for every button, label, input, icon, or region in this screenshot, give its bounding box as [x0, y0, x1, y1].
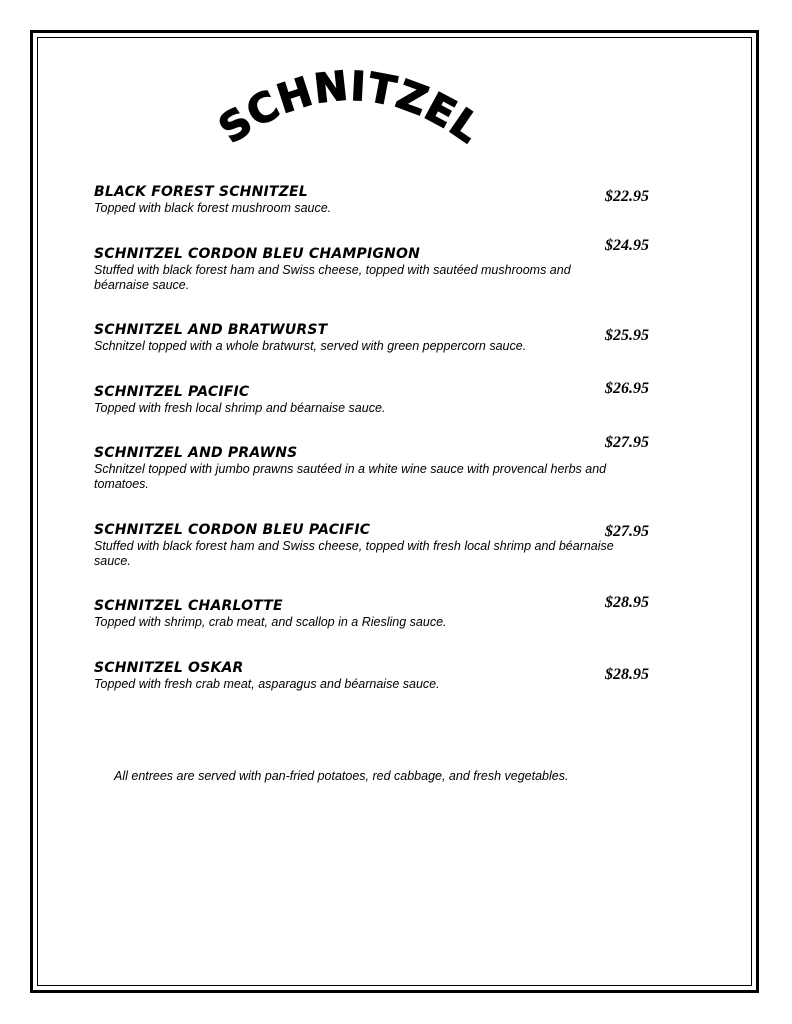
menu-item-description: Schnitzel topped with jumbo prawns sautéed in a white wine sauce with provencal herbs and tomatoes.: [94, 462, 607, 491]
menu-item: [94, 246, 614, 293]
menu-item-price: $28.95: [605, 594, 649, 611]
menu-title-arc: [0, 0, 792, 170]
menu-title: SCHNITZEL: [211, 63, 490, 153]
menu-item-price: $26.95: [605, 380, 649, 397]
menu-item-price: $27.95: [605, 434, 649, 451]
menu-item-description: Stuffed with black forest ham and Swiss cheese, topped with fresh local shrimp and béarnaise sauce.: [94, 539, 614, 568]
menu-item-name: SCHNITZEL CORDON BLEU CHAMPIGNON: [94, 246, 420, 262]
menu-item-price: $24.95: [605, 237, 649, 254]
menu-item: [94, 384, 614, 416]
menu-item: [94, 322, 614, 354]
menu-title-block: [0, 0, 792, 170]
menu-footer-note: All entrees are served with pan-fried potatoes, red cabbage, and fresh vegetables.: [114, 769, 569, 783]
menu-item-name: SCHNITZEL OSKAR: [94, 660, 244, 676]
menu-item-name: SCHNITZEL CORDON BLEU PACIFIC: [94, 522, 371, 538]
menu-item-name: SCHNITZEL AND BRATWURST: [94, 322, 328, 338]
menu-item-description: Schnitzel topped with a whole bratwurst, served with green peppercorn sauce.: [94, 339, 527, 353]
page-border-inner: [37, 37, 752, 986]
menu-item: [94, 184, 614, 216]
menu-item-description: Topped with fresh local shrimp and béarnaise sauce.: [94, 401, 386, 415]
menu-item-price: $27.95: [605, 523, 649, 540]
menu-item-price: $28.95: [605, 666, 649, 683]
menu-item: [94, 522, 614, 569]
menu-item-description: Stuffed with black forest ham and Swiss cheese, topped with sautéed mushrooms and béarnaise sauce.: [94, 263, 571, 292]
menu-item-description: Topped with black forest mushroom sauce.: [94, 201, 332, 215]
menu-item-name: SCHNITZEL PACIFIC: [94, 384, 250, 400]
menu-item-description: Topped with fresh crab meat, asparagus and béarnaise sauce.: [94, 677, 440, 691]
menu-item-name: BLACK FOREST SCHNITZEL: [94, 184, 308, 200]
menu-item-price: $25.95: [605, 327, 649, 344]
menu-item-name: SCHNITZEL CHARLOTTE: [94, 598, 283, 614]
menu-item-name: SCHNITZEL AND PRAWNS: [94, 445, 298, 461]
menu-item: [94, 598, 614, 630]
menu-item-price: $22.95: [605, 188, 649, 205]
menu-item-description: Topped with shrimp, crab meat, and scallop in a Riesling sauce.: [94, 615, 447, 629]
menu-item: [94, 445, 614, 492]
menu-item: [94, 660, 614, 692]
